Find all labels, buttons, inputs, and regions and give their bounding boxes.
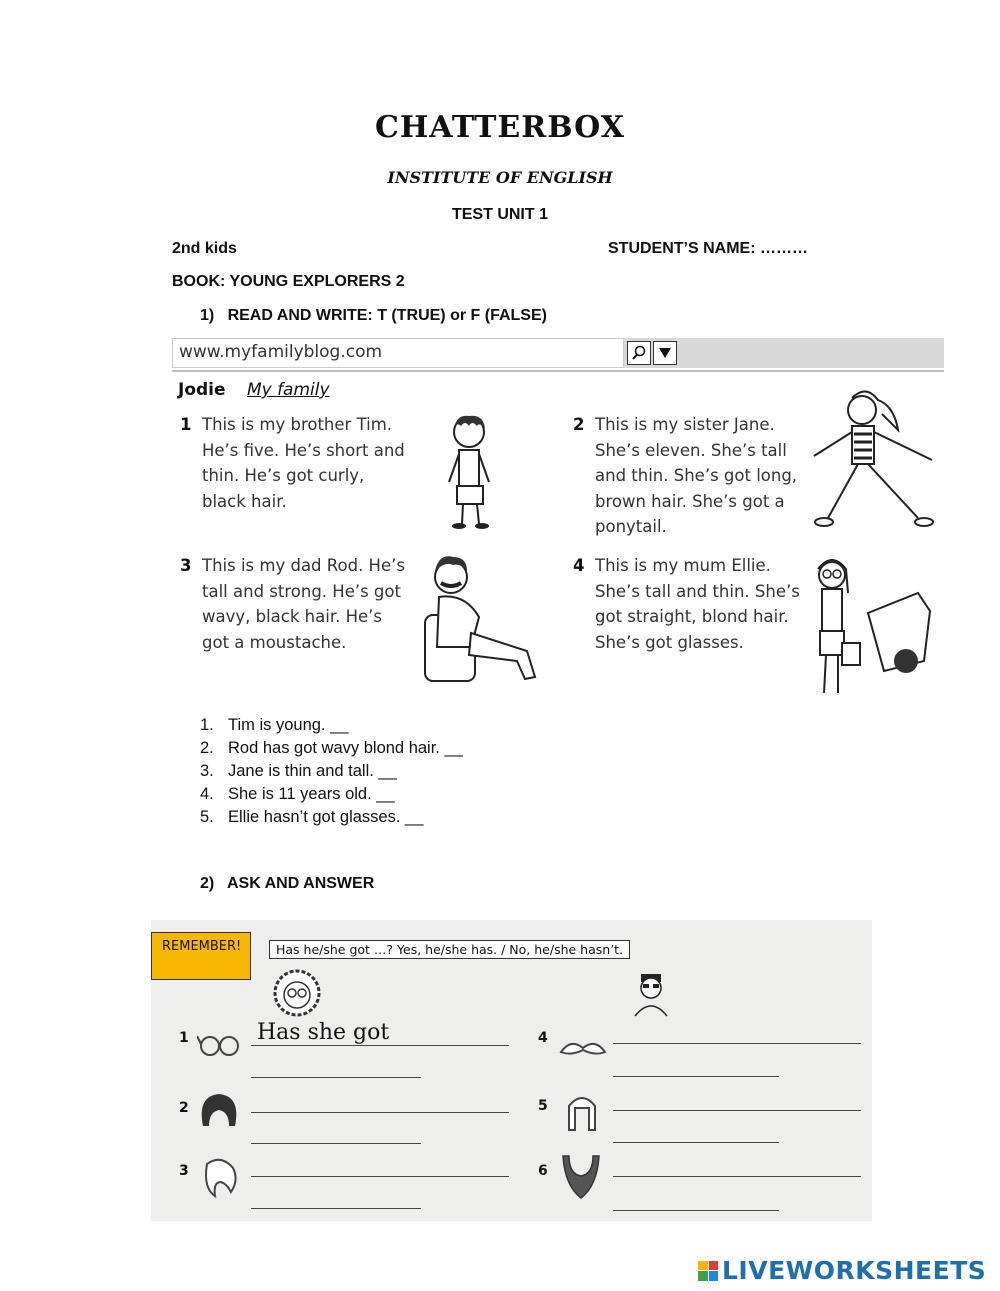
section1-heading bbox=[200, 307, 547, 325]
answer-line[interactable] bbox=[613, 1076, 779, 1077]
liveworksheets-logo bbox=[698, 1256, 986, 1285]
answer-line[interactable] bbox=[251, 1143, 421, 1144]
logo-text: LIVEWORKSHEETS bbox=[722, 1256, 987, 1285]
curly-girl-face-icon bbox=[266, 968, 328, 1018]
answer-line[interactable] bbox=[613, 1110, 861, 1111]
straight-hair-icon bbox=[565, 1092, 599, 1132]
man-with-glasses-face-icon bbox=[631, 972, 671, 1018]
answer-line[interactable] bbox=[251, 1176, 509, 1177]
question-text[interactable]: Tim is young. __ bbox=[228, 716, 349, 734]
grammar-hint: Has he/she got …? Yes, he/she has. / No, he/she hasn’t. bbox=[269, 940, 630, 959]
entry-line: This is my sister Jane. bbox=[595, 415, 775, 434]
answer-line[interactable] bbox=[251, 1045, 509, 1046]
question-item bbox=[200, 760, 463, 783]
section2-heading bbox=[200, 875, 374, 893]
entry-line: black hair. bbox=[202, 491, 287, 511]
question-text[interactable]: Jane is thin and tall. __ bbox=[228, 762, 397, 780]
item-number-1: 1 bbox=[179, 1030, 189, 1046]
question-text[interactable]: Ellie hasn’t got glasses. __ bbox=[228, 808, 424, 826]
entry-line: She’s tall and thin. She’s bbox=[595, 581, 800, 601]
blog-title bbox=[178, 380, 330, 400]
family-blog bbox=[172, 338, 944, 690]
answer-line[interactable] bbox=[613, 1043, 861, 1044]
page-subtitle: INSTITUTE OF ENGLISH bbox=[387, 168, 613, 187]
blog-entry-3 bbox=[180, 553, 405, 655]
entry-line: She’s eleven. She’s tall bbox=[595, 440, 787, 460]
true-false-questions bbox=[200, 714, 463, 829]
girl-jane-illustration bbox=[808, 388, 940, 538]
question-item bbox=[200, 783, 463, 806]
entry-number: 2 bbox=[573, 415, 585, 434]
section2-number: 2) bbox=[200, 875, 215, 892]
question-number: 1. bbox=[200, 716, 214, 734]
item-number-4: 4 bbox=[538, 1030, 548, 1046]
url-text: www.myfamilyblog.com bbox=[179, 342, 383, 362]
item-number-3: 3 bbox=[179, 1163, 189, 1179]
question-item bbox=[200, 737, 463, 760]
blog-heading: My family bbox=[246, 380, 330, 400]
url-bar bbox=[172, 338, 944, 368]
logo-squares-icon bbox=[698, 1261, 718, 1281]
entry-line: This is my brother Tim. bbox=[202, 415, 393, 434]
example-answer: Has she got bbox=[257, 1020, 390, 1045]
ask-answer-worksheet bbox=[151, 920, 872, 1221]
question-number: 2. bbox=[200, 739, 214, 757]
blog-entry-4 bbox=[573, 553, 800, 655]
blog-entry-2 bbox=[573, 412, 798, 540]
question-number: 5. bbox=[200, 808, 214, 826]
entry-line: brown hair. She’s got a bbox=[595, 491, 785, 511]
blog-entry-1 bbox=[180, 412, 405, 514]
dropdown-arrow-icon bbox=[653, 341, 677, 365]
question-item bbox=[200, 806, 463, 829]
entry-number: 4 bbox=[573, 556, 585, 575]
answer-line[interactable] bbox=[613, 1142, 779, 1143]
boy-tim-illustration bbox=[437, 412, 507, 532]
blog-divider bbox=[172, 370, 944, 372]
item-number-2: 2 bbox=[179, 1100, 189, 1116]
moustache-icon bbox=[559, 1038, 607, 1058]
entry-line: wavy, black hair. He’s bbox=[202, 607, 382, 626]
question-item bbox=[200, 714, 463, 737]
item-number-5: 5 bbox=[538, 1098, 548, 1114]
entry-line: tall and strong. He’s got bbox=[202, 581, 401, 601]
entry-number: 3 bbox=[180, 556, 192, 575]
item-number-6: 6 bbox=[538, 1163, 548, 1179]
test-title: TEST UNIT 1 bbox=[451, 206, 548, 223]
url-buttons bbox=[627, 341, 677, 365]
url-field bbox=[172, 338, 624, 368]
book-label: BOOK: YOUNG EXPLORERS 2 bbox=[172, 273, 405, 290]
answer-line[interactable] bbox=[613, 1176, 861, 1177]
glasses-icon bbox=[197, 1032, 241, 1058]
entry-number: 1 bbox=[180, 415, 192, 434]
answer-line[interactable] bbox=[251, 1208, 421, 1209]
entry-line: and thin. She’s got long, bbox=[595, 466, 798, 485]
answer-line[interactable] bbox=[613, 1210, 779, 1211]
entry-line: thin. He’s got curly, bbox=[202, 466, 365, 485]
beard-icon bbox=[561, 1154, 601, 1202]
entry-line: This is my dad Rod. He’s bbox=[202, 556, 405, 575]
dad-rod-illustration bbox=[417, 553, 547, 688]
page-title: CHATTERBOX bbox=[374, 110, 626, 145]
answer-line[interactable] bbox=[251, 1112, 509, 1113]
student-name-label: STUDENT’S NAME: ……… bbox=[608, 240, 808, 257]
mum-ellie-illustration bbox=[806, 553, 931, 698]
question-text[interactable]: She is 11 years old. __ bbox=[228, 785, 395, 803]
answer-line[interactable] bbox=[251, 1077, 421, 1078]
magnifier-icon bbox=[627, 341, 651, 365]
section1-number: 1) bbox=[200, 307, 215, 324]
entry-line: ponytail. bbox=[595, 517, 667, 536]
curly-hair-icon bbox=[197, 1090, 241, 1130]
entry-line: She’s got glasses. bbox=[595, 632, 744, 652]
entry-line: got a moustache. bbox=[202, 632, 347, 652]
entry-line: This is my mum Ellie. bbox=[595, 556, 771, 575]
section2-title: ASK AND ANSWER bbox=[226, 875, 375, 892]
blog-author: Jodie bbox=[178, 380, 226, 400]
entry-line: got straight, blond hair. bbox=[595, 607, 789, 626]
question-number: 4. bbox=[200, 785, 214, 803]
section1-title: READ AND WRITE: T (TRUE) or F (FALSE) bbox=[227, 307, 547, 324]
entry-line: He’s five. He’s short and bbox=[202, 440, 405, 460]
question-text[interactable]: Rod has got wavy blond hair. __ bbox=[228, 739, 463, 757]
remember-box: REMEMBER! bbox=[151, 932, 251, 980]
level-label: 2nd kids bbox=[172, 240, 237, 257]
ponytail-hair-icon bbox=[201, 1156, 241, 1202]
question-number: 3. bbox=[200, 762, 214, 780]
